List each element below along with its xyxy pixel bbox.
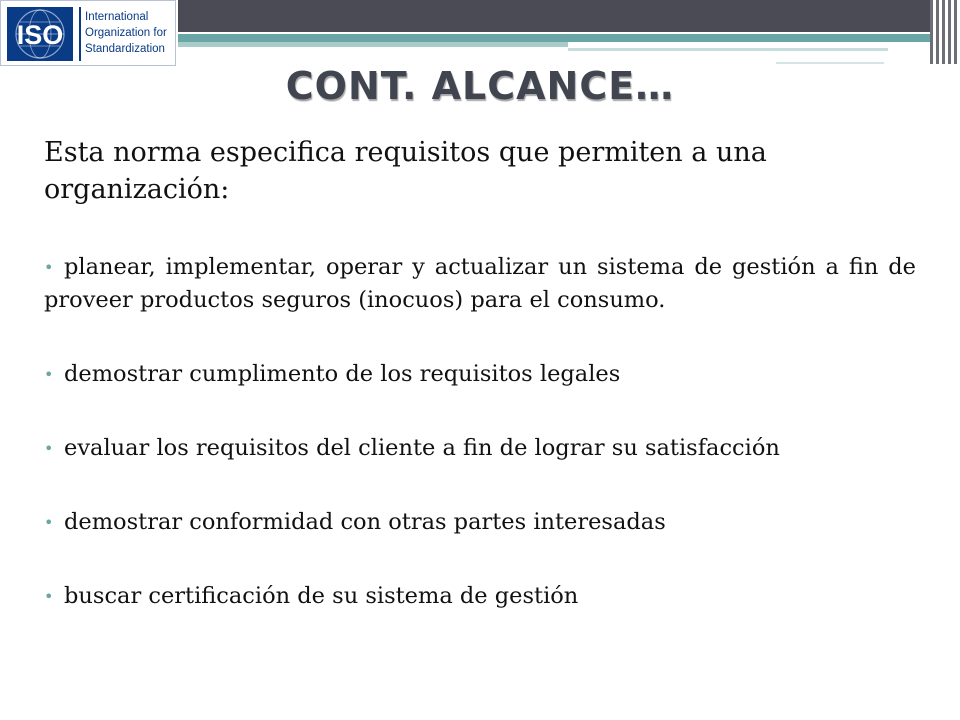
bullet-text: demostrar cumplimento de los requisitos legales [64,361,621,387]
bullet-text: buscar certificación de su sistema de gestión [64,583,579,609]
logo-line-3: Standardization [85,43,165,55]
slide-title: CONT. ALCANCE… [285,64,675,108]
bullet-item [44,251,916,317]
logo-text [85,9,175,57]
iso-logo [0,0,176,66]
iso-mark-text: ISO [16,20,64,50]
header-edge-stripes [930,0,960,64]
bullet-item [44,432,916,465]
bullet-list [44,251,916,613]
bullet-text: planear, implementar, operar y actualizar un sistema de gestión a fin de proveer productos seguros (inocuos) para el consumo. [44,254,916,313]
bullet-dot-icon: • [44,258,54,277]
bullet-text: evaluar los requisitos del cliente a fin de lograr su satisfacción [64,435,780,461]
bullet-text: demostrar conformidad con otras partes interesadas [64,509,666,535]
logo-line-2: Organization for [85,27,167,39]
iso-mark [7,7,73,61]
intro-text: Esta norma especifica requisitos que permiten a una organización: [44,137,767,205]
bullet-item [44,358,916,391]
bullet-dot-icon: • [44,513,54,532]
bullet-item [44,580,916,613]
logo-divider [79,7,81,61]
bullet-dot-icon: • [44,439,54,458]
iso-globe-icon [7,7,73,61]
bullet-dot-icon: • [44,365,54,384]
header-thin-line [568,48,888,51]
header-band-teal [178,34,930,42]
bullet-dot-icon: • [44,587,54,606]
header-band-dark [178,0,930,32]
header-band-teal-light [178,42,568,47]
logo-line-1: International [85,11,149,23]
slide-body [44,134,916,613]
bullet-item [44,506,916,539]
